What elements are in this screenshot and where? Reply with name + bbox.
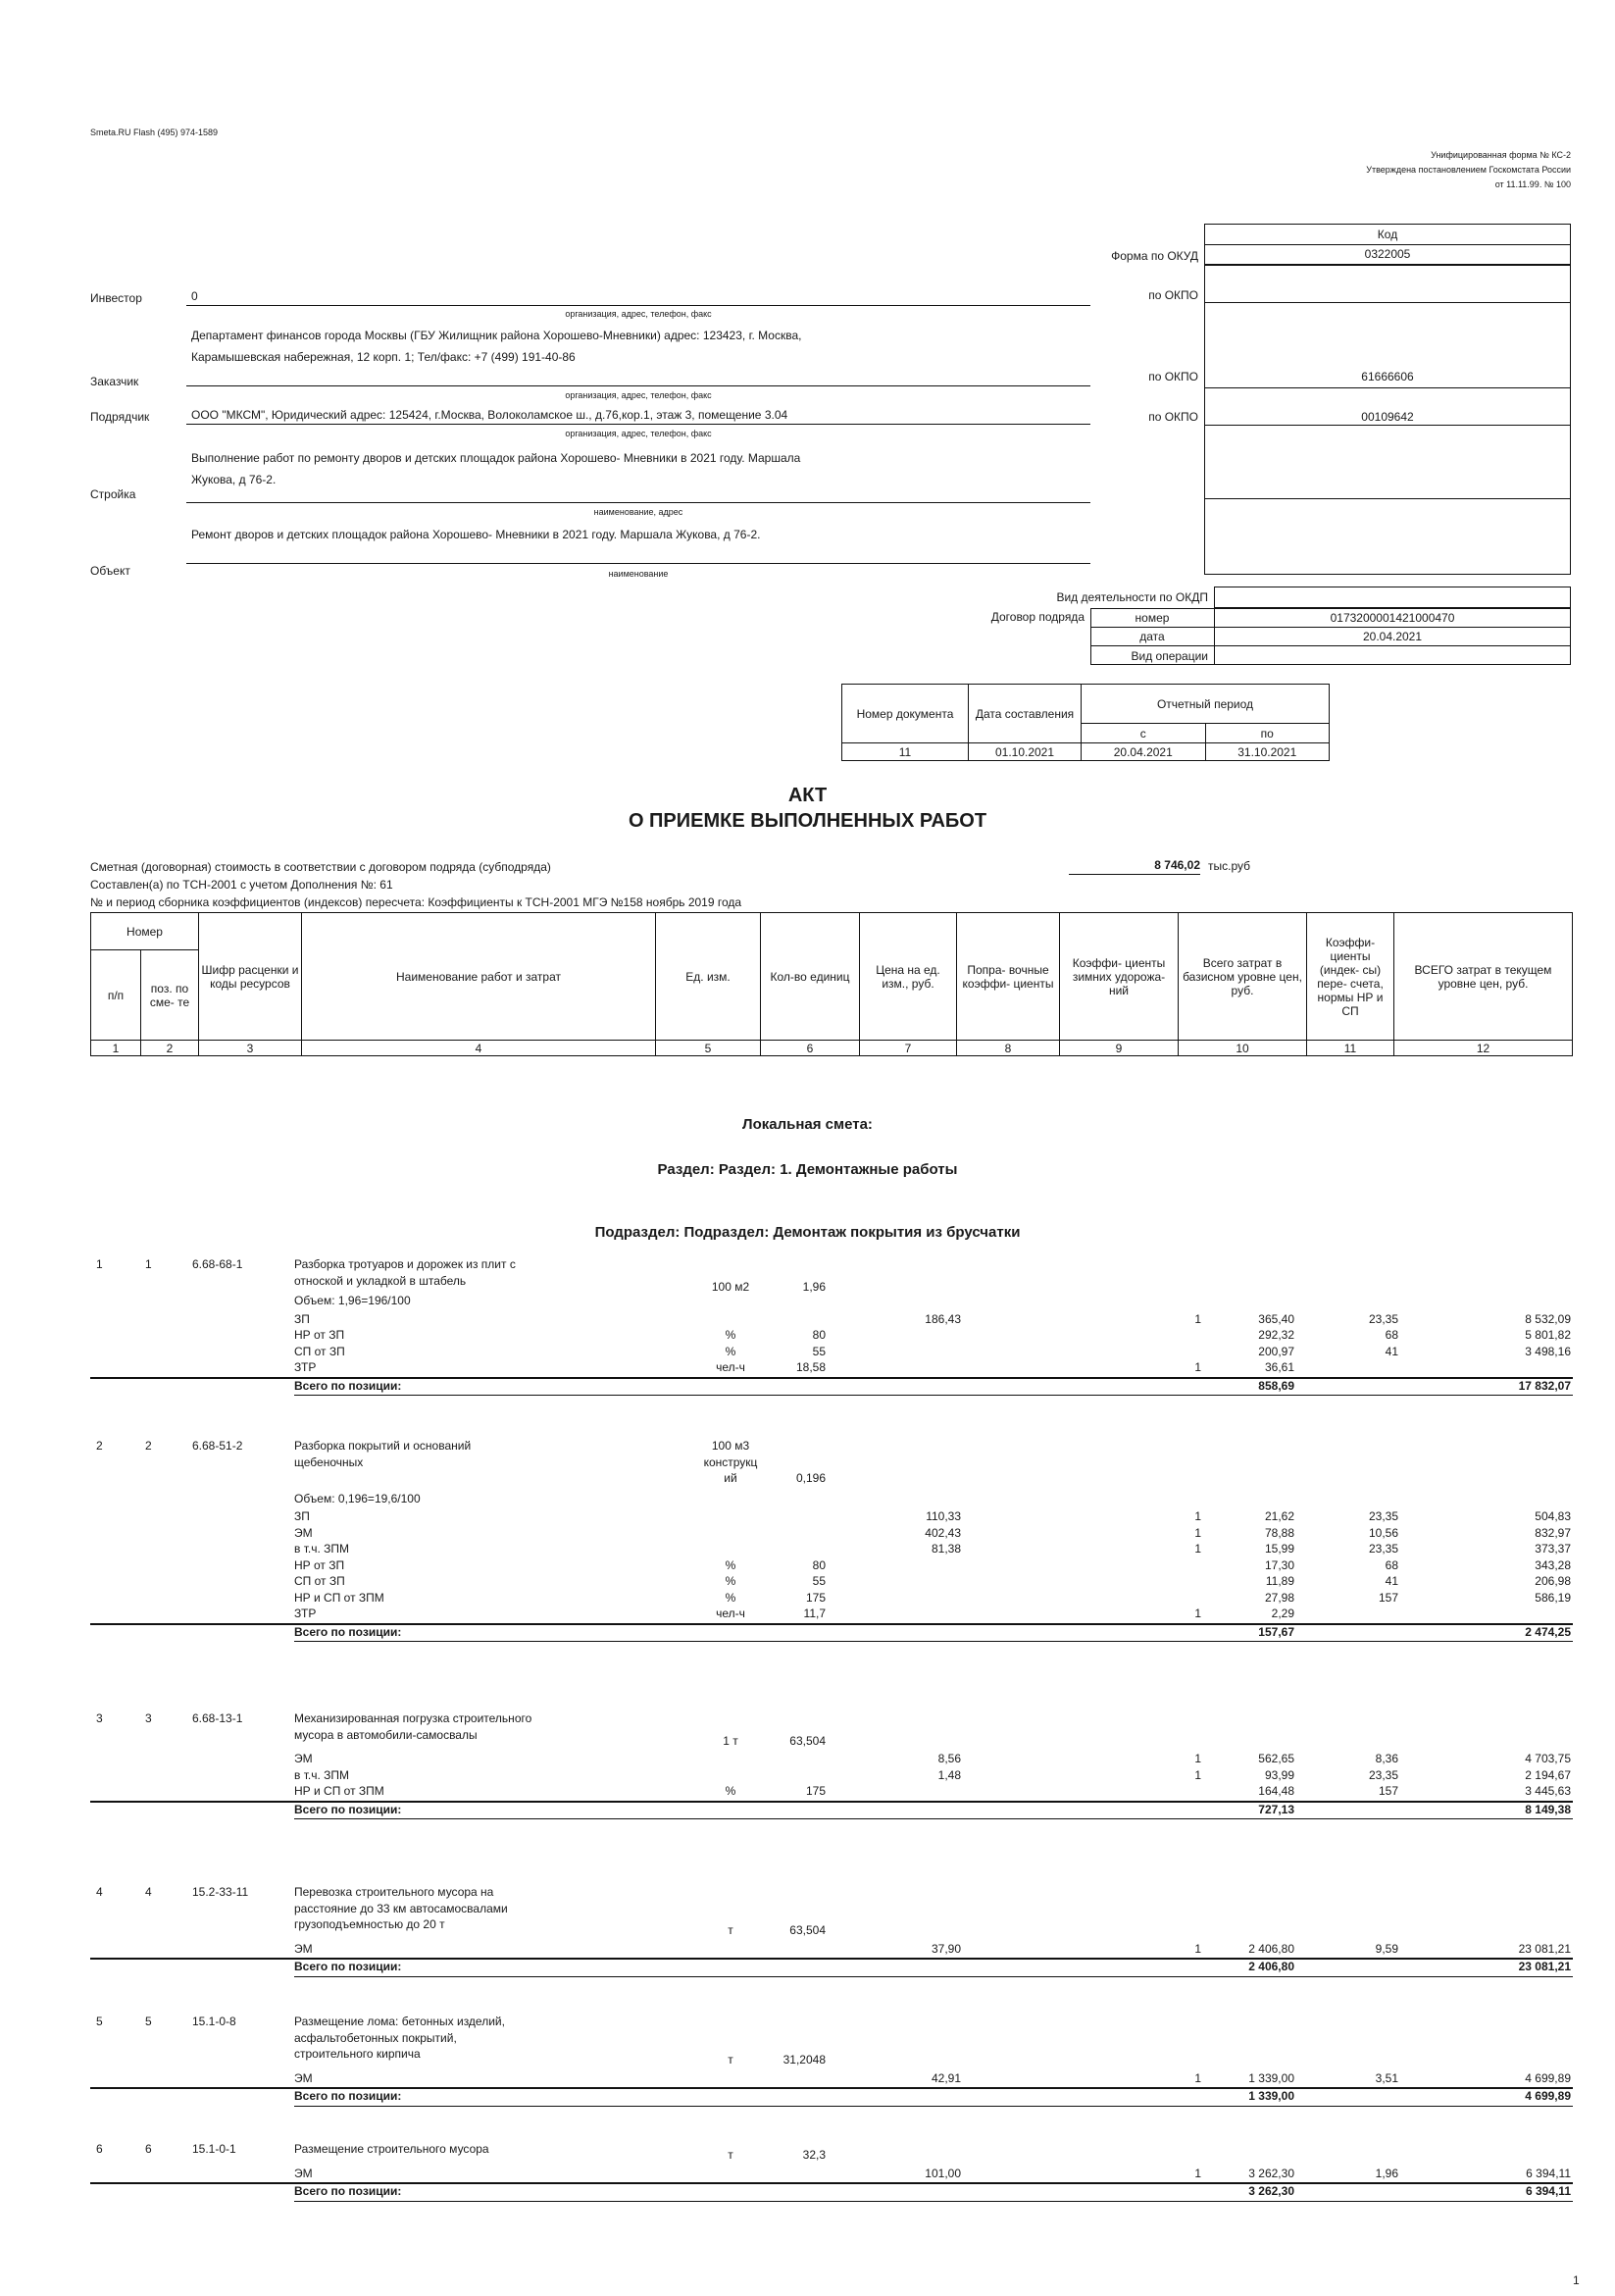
item-unit-line: 100 м3 — [711, 1439, 750, 1453]
resource-index: 157 — [1378, 1590, 1398, 1605]
col-corr: Попра- вочные коэффи- циенты — [957, 913, 1060, 1041]
resource-index: 23,35 — [1368, 1542, 1398, 1556]
col-number-10: 10 — [1179, 1041, 1307, 1056]
col-number-11: 11 — [1307, 1041, 1394, 1056]
investor-okpo-label: по ОКПО — [1148, 288, 1198, 302]
resource-label: НР от ЗП — [294, 1557, 345, 1572]
item-code: 15.1-0-1 — [192, 2142, 236, 2156]
item-formula: Объем: 0,196=19,6/100 — [294, 1491, 421, 1505]
resource-label: НР от ЗП — [294, 1328, 345, 1342]
resource-base: 17,30 — [1264, 1557, 1294, 1572]
codes-header: Код — [1377, 228, 1398, 241]
resource-base: 562,65 — [1258, 1752, 1294, 1765]
item-name-line: отноской и укладкой в штабель — [294, 1273, 467, 1288]
item-code: 15.1-0-8 — [192, 2015, 236, 2028]
item-end-divider — [294, 1395, 1573, 1396]
item-code: 6.68-13-1 — [192, 1711, 243, 1725]
item-unit-line: конструкц — [703, 1454, 758, 1469]
resource-index: 9,59 — [1375, 1941, 1398, 1956]
item-end-divider — [294, 1976, 1573, 1977]
resource-total: 4 699,89 — [1525, 2070, 1571, 2085]
item-end-divider — [294, 1818, 1573, 1819]
item-poz: 5 — [145, 2015, 152, 2028]
item-total-base: 1 339,00 — [1248, 2089, 1294, 2103]
summary-line2: Составлен(а) по ТСН-2001 с учетом Дополнения №: 61 — [90, 878, 393, 892]
item-poz: 4 — [145, 1885, 152, 1899]
item-end-divider — [294, 2201, 1573, 2202]
resource-qty: 18,58 — [795, 1360, 826, 1374]
resource-qty: 55 — [812, 1574, 826, 1588]
subsection-title: Подраздел: Подраздел: Демонтаж покрытия из брусчатки — [594, 1224, 1021, 1241]
col-number-3: 3 — [199, 1041, 302, 1056]
resource-base: 1 339,00 — [1248, 2070, 1294, 2085]
resource-label: СП от ЗП — [294, 1344, 345, 1358]
item-qty: 32,3 — [802, 2148, 826, 2162]
col-pp: п/п — [91, 950, 141, 1041]
col-number-9: 9 — [1060, 1041, 1179, 1056]
contract-label: Договор подряда — [990, 610, 1085, 624]
resource-total: 3 445,63 — [1525, 1784, 1571, 1798]
item-pp: 6 — [96, 2142, 103, 2156]
col-number-2: 2 — [141, 1041, 199, 1056]
resource-unit: % — [725, 1590, 736, 1605]
local-estimate-title: Локальная смета: — [742, 1116, 873, 1133]
resource-price: 37,90 — [931, 1941, 961, 1956]
item-pp: 2 — [96, 1439, 103, 1453]
resource-unit: % — [725, 1328, 736, 1342]
col-index: Коэффи- циенты (индек- сы) пере- счета, нормы НР и СП — [1307, 913, 1394, 1041]
resource-qty: 175 — [805, 1784, 826, 1798]
cost-label: Сметная (договорная) стоимость в соответствии с договором подряда (субподряда) — [90, 860, 551, 874]
resource-unit: % — [725, 1574, 736, 1588]
resource-price: 402,43 — [925, 1525, 961, 1540]
resource-index: 10,56 — [1368, 1525, 1398, 1540]
contractor-okpo-label: по ОКПО — [1148, 410, 1198, 424]
item-poz: 2 — [145, 1439, 152, 1453]
caption-name: наименование — [608, 569, 669, 579]
resource-winter: 1 — [1194, 1767, 1201, 1782]
item-end-divider — [294, 1641, 1573, 1642]
resource-label: ЗТР — [294, 1360, 317, 1374]
item-total-base: 2 406,80 — [1248, 1960, 1294, 1973]
item-end-divider — [294, 2106, 1573, 2107]
resource-label: СП от ЗП — [294, 1574, 345, 1588]
item-qty: 1,96 — [802, 1279, 826, 1294]
item-unit: т — [728, 1923, 733, 1937]
resource-total: 373,37 — [1535, 1542, 1571, 1556]
resource-qty: 55 — [812, 1344, 826, 1358]
resource-unit: чел-ч — [716, 1360, 745, 1374]
resource-index: 23,35 — [1368, 1311, 1398, 1326]
item-unit: т — [728, 2148, 733, 2162]
item-name-line: Механизированная погрузка строительного — [294, 1711, 532, 1725]
resource-label: НР и СП от ЗПМ — [294, 1784, 384, 1798]
resource-total: 8 532,09 — [1525, 1311, 1571, 1326]
resource-base: 292,32 — [1258, 1328, 1294, 1342]
item-total-all: 8 149,38 — [1525, 1802, 1571, 1816]
resource-total: 343,28 — [1535, 1557, 1571, 1572]
customer-okpo-label: по ОКПО — [1148, 370, 1198, 383]
resource-index: 41 — [1385, 1344, 1398, 1358]
resource-base: 3 262,30 — [1248, 2166, 1294, 2180]
contractor-label: Подрядчик — [90, 410, 150, 424]
item-name-line: Размещение строительного мусора — [294, 2142, 489, 2156]
contract-date: 20.04.2021 — [1362, 630, 1423, 643]
resource-index: 23,35 — [1368, 1509, 1398, 1523]
resource-index: 68 — [1385, 1328, 1398, 1342]
resource-label: ЗТР — [294, 1607, 317, 1620]
item-unit: 100 м2 — [711, 1279, 750, 1294]
resource-total: 5 801,82 — [1525, 1328, 1571, 1342]
item-total-label: Всего по позиции: — [294, 1624, 402, 1639]
resource-total: 23 081,21 — [1518, 1941, 1571, 1956]
resource-base: 365,40 — [1258, 1311, 1294, 1326]
resource-base: 15,99 — [1264, 1542, 1294, 1556]
resource-price: 186,43 — [925, 1311, 961, 1326]
item-qty: 63,504 — [789, 1923, 826, 1937]
resource-base: 21,62 — [1264, 1509, 1294, 1523]
resource-total: 832,97 — [1535, 1525, 1571, 1540]
item-name-line: грузоподъемностью до 20 т — [294, 1917, 445, 1931]
col-unit: Ед. изм. — [656, 913, 761, 1041]
doc-number: 11 — [842, 743, 969, 761]
col-number-5: 5 — [656, 1041, 761, 1056]
item-code: 6.68-68-1 — [192, 1257, 243, 1271]
col-base: Всего затрат в базисном уровне цен, руб. — [1179, 913, 1307, 1041]
resource-qty: 80 — [812, 1557, 826, 1572]
item-code: 15.2-33-11 — [192, 1885, 249, 1899]
resource-qty: 80 — [812, 1328, 826, 1342]
doc-to-header: по — [1205, 724, 1330, 743]
resource-label: ЭМ — [294, 1752, 313, 1765]
resource-winter: 1 — [1194, 1607, 1201, 1620]
item-qty: 63,504 — [789, 1733, 826, 1748]
resource-winter: 1 — [1194, 1941, 1201, 1956]
item-qty: 31,2048 — [782, 2053, 826, 2066]
form-info-line3: от 11.11.99. № 100 — [1494, 179, 1571, 189]
resource-total: 586,19 — [1535, 1590, 1571, 1605]
doc-date: 01.10.2021 — [969, 743, 1082, 761]
doc-number-header: Номер документа — [842, 685, 969, 743]
resource-qty: 11,7 — [803, 1607, 826, 1620]
resource-index: 3,51 — [1375, 2070, 1398, 2085]
resource-winter: 1 — [1194, 1542, 1201, 1556]
item-total-label: Всего по позиции: — [294, 1378, 402, 1393]
item-total-label: Всего по позиции: — [294, 1960, 402, 1973]
item-total-all: 2 474,25 — [1525, 1624, 1571, 1639]
customer-label: Заказчик — [90, 375, 139, 388]
resource-index: 23,35 — [1368, 1767, 1398, 1782]
resource-unit: % — [725, 1557, 736, 1572]
resource-base: 164,48 — [1258, 1784, 1294, 1798]
col-nomer: Номер — [91, 913, 199, 950]
item-name-line: мусора в автомобили-самосвалы — [294, 1727, 478, 1742]
item-name-line: Разборка тротуаров и дорожек из плит с — [294, 1257, 516, 1271]
resource-index: 157 — [1378, 1784, 1398, 1798]
item-poz: 6 — [145, 2142, 152, 2156]
investor-value: 0 — [191, 289, 198, 303]
doc-from-header: с — [1082, 724, 1206, 743]
resource-qty: 175 — [805, 1590, 826, 1605]
resource-winter: 1 — [1194, 1360, 1201, 1374]
resource-winter: 1 — [1194, 1525, 1201, 1540]
col-name: Наименование работ и затрат — [302, 913, 656, 1041]
item-name-line: строительного кирпича — [294, 2047, 421, 2061]
page-number: 1 — [1573, 2273, 1580, 2287]
printer-line: Smeta.RU Flash (495) 974-1589 — [90, 128, 219, 137]
object-label: Объект — [90, 564, 130, 578]
okud-label: Форма по ОКУД — [1111, 249, 1198, 263]
resource-label: ЭМ — [294, 2166, 313, 2180]
resource-base: 11,89 — [1265, 1574, 1294, 1588]
col-total: ВСЕГО затрат в текущем уровне цен, руб. — [1394, 913, 1573, 1041]
item-name-line: асфальтобетонных покрытий, — [294, 2030, 457, 2045]
item-total-label: Всего по позиции: — [294, 1802, 402, 1816]
site-line2: Жукова, д 76-2. — [191, 473, 277, 486]
resource-index: 8,36 — [1375, 1752, 1398, 1765]
col-number-6: 6 — [761, 1041, 860, 1056]
doc-from: 20.04.2021 — [1082, 743, 1206, 761]
resource-total: 3 498,16 — [1525, 1344, 1571, 1358]
date-label: дата — [1139, 630, 1165, 643]
item-unit-line: ий — [724, 1471, 737, 1485]
resource-price: 110,33 — [926, 1509, 961, 1523]
customer-line1: Департамент финансов города Москвы (ГБУ Жилищник района Хорошево-Мневники) адрес: 123423, г. Москва, — [191, 329, 802, 342]
item-code: 6.68-51-2 — [192, 1439, 243, 1453]
col-winter: Коэффи- циенты зимних удорожа- ний — [1060, 913, 1179, 1041]
resource-index: 68 — [1385, 1557, 1398, 1572]
doc-period-header: Отчетный период — [1082, 685, 1330, 724]
resource-base: 200,97 — [1258, 1344, 1294, 1358]
resource-base: 36,61 — [1264, 1360, 1294, 1374]
resource-index: 41 — [1385, 1574, 1398, 1588]
item-total-label: Всего по позиции: — [294, 2089, 402, 2103]
resource-winter: 1 — [1194, 1752, 1201, 1765]
cost-unit: тыс.руб — [1208, 859, 1251, 873]
resource-total: 2 194,67 — [1525, 1767, 1571, 1782]
caption-org-3: организация, адрес, телефон, факс — [565, 429, 712, 438]
summary-line3: № и период сборника коэффициентов (индексов) пересчета: Коэффициенты к ТСН-2001 МГЭ №158 ноябрь 2019 года — [90, 895, 742, 909]
resource-label: НР и СП от ЗПМ — [294, 1590, 384, 1605]
act-title-line1: АКТ — [787, 785, 828, 806]
item-total-base: 858,69 — [1258, 1378, 1294, 1393]
resource-index: 1,96 — [1375, 2166, 1398, 2180]
customer-line2: Карамышевская набережная, 12 корп. 1; Тел/факс: +7 (499) 191-40-86 — [191, 350, 576, 364]
form-info-line1: Унифицированная форма № КС-2 — [1431, 150, 1571, 160]
resource-unit: чел-ч — [716, 1607, 745, 1620]
item-name-line: Размещение лома: бетонных изделий, — [294, 2015, 505, 2028]
item-poz: 1 — [145, 1257, 152, 1271]
item-poz: 3 — [145, 1711, 152, 1725]
col-number-8: 8 — [957, 1041, 1060, 1056]
item-name-line: Перевозка строительного мусора на — [294, 1885, 494, 1899]
resource-winter: 1 — [1194, 2166, 1201, 2180]
item-unit: 1 т — [723, 1733, 738, 1748]
resource-winter: 1 — [1194, 1311, 1201, 1326]
resource-total: 4 703,75 — [1525, 1752, 1571, 1765]
caption-org-1: организация, адрес, телефон, факс — [565, 309, 712, 319]
item-pp: 5 — [96, 2015, 103, 2028]
item-qty: 0,196 — [795, 1471, 826, 1485]
item-total-all: 17 832,07 — [1518, 1378, 1571, 1393]
resource-label: в т.ч. ЗПМ — [294, 1542, 349, 1556]
okdp-label: Вид деятельности по ОКДП — [1056, 590, 1208, 604]
form-info-line2: Утверждена постановлением Госкомстата России — [1366, 165, 1571, 175]
resource-winter: 1 — [1194, 1509, 1201, 1523]
col-number-12: 12 — [1394, 1041, 1573, 1056]
resource-label: ЭМ — [294, 1941, 313, 1956]
contractor-value: ООО "МКСМ", Юридический адрес: 125424, г.Москва, Волоколамское ш., д.76,кор.1, этаж 3, помещение 3.04 — [191, 408, 788, 422]
resource-base: 27,98 — [1264, 1590, 1294, 1605]
resource-label: ЗП — [294, 1509, 310, 1523]
resource-base: 93,99 — [1264, 1767, 1294, 1782]
doc-to: 31.10.2021 — [1205, 743, 1330, 761]
resource-total: 206,98 — [1535, 1574, 1571, 1588]
customer-okpo: 61666606 — [1361, 370, 1414, 383]
section-title: Раздел: Раздел: 1. Демонтажные работы — [657, 1161, 958, 1178]
resource-unit: % — [725, 1784, 736, 1798]
item-total-all: 6 394,11 — [1525, 2184, 1571, 2198]
resource-price: 42,91 — [931, 2070, 961, 2085]
okud-value: 0322005 — [1364, 247, 1411, 261]
object-value: Ремонт дворов и детских площадок района Хорошево- Мневники в 2021 году. Маршала Жукова, д 76-2. — [191, 528, 761, 541]
investor-label: Инвестор — [90, 291, 142, 305]
resource-price: 1,48 — [937, 1767, 961, 1782]
resource-price: 101,00 — [925, 2166, 961, 2180]
resource-total: 504,83 — [1535, 1509, 1571, 1523]
item-total-base: 727,13 — [1258, 1802, 1294, 1816]
doc-date-header: Дата составления — [969, 685, 1082, 743]
col-number-1: 1 — [91, 1041, 141, 1056]
resource-base: 2,29 — [1271, 1607, 1294, 1620]
resource-label: в т.ч. ЗПМ — [294, 1767, 349, 1782]
item-total-all: 4 699,89 — [1525, 2089, 1571, 2103]
contractor-okpo: 00109642 — [1361, 410, 1414, 424]
col-price: Цена на ед. изм., руб. — [860, 913, 957, 1041]
item-total-label: Всего по позиции: — [294, 2184, 402, 2198]
resource-total: 6 394,11 — [1526, 2166, 1571, 2180]
caption-org-2: организация, адрес, телефон, факс — [565, 390, 712, 400]
item-unit: т — [728, 2053, 733, 2066]
resource-price: 8,56 — [937, 1752, 961, 1765]
item-pp: 3 — [96, 1711, 103, 1725]
resource-price: 81,38 — [931, 1542, 961, 1556]
item-name-line: щебеночных — [294, 1454, 364, 1469]
item-total-base: 3 262,30 — [1248, 2184, 1294, 2198]
item-formula: Объем: 1,96=196/100 — [294, 1294, 411, 1307]
resource-label: ЭМ — [294, 1525, 313, 1540]
cost-value: 8 746,02 — [1154, 858, 1200, 872]
item-name-line: расстояние до 33 км автосамосвалами — [294, 1901, 508, 1915]
caption-name-addr: наименование, адрес — [593, 507, 683, 517]
site-label: Стройка — [90, 487, 136, 501]
item-name-line: Разборка покрытий и оснований — [294, 1439, 472, 1453]
item-total-all: 23 081,21 — [1518, 1960, 1571, 1973]
item-pp: 4 — [96, 1885, 103, 1899]
number-label: номер — [1135, 611, 1170, 625]
item-pp: 1 — [96, 1257, 103, 1271]
col-number-7: 7 — [860, 1041, 957, 1056]
col-qty: Кол-во единиц — [761, 913, 860, 1041]
resource-winter: 1 — [1194, 2070, 1201, 2085]
site-line1: Выполнение работ по ремонту дворов и детских площадок района Хорошево- Мневники в 2021 году. Маршала — [191, 451, 801, 465]
col-number-4: 4 — [302, 1041, 656, 1056]
resource-base: 78,88 — [1264, 1525, 1294, 1540]
resource-unit: % — [725, 1344, 736, 1358]
resource-base: 2 406,80 — [1248, 1941, 1294, 1956]
col-code: Шифр расценки и коды ресурсов — [199, 913, 302, 1041]
contract-number: 0173200001421000470 — [1330, 611, 1455, 625]
col-poz: поз. по сме- те — [141, 950, 199, 1041]
operation-label: Вид операции — [1131, 649, 1208, 663]
item-total-base: 157,67 — [1258, 1624, 1294, 1639]
act-title-line2: О ПРИЕМКЕ ВЫПОЛНЕННЫХ РАБОТ — [628, 810, 987, 832]
resource-label: ЗП — [294, 1311, 310, 1326]
resource-label: ЭМ — [294, 2070, 313, 2085]
